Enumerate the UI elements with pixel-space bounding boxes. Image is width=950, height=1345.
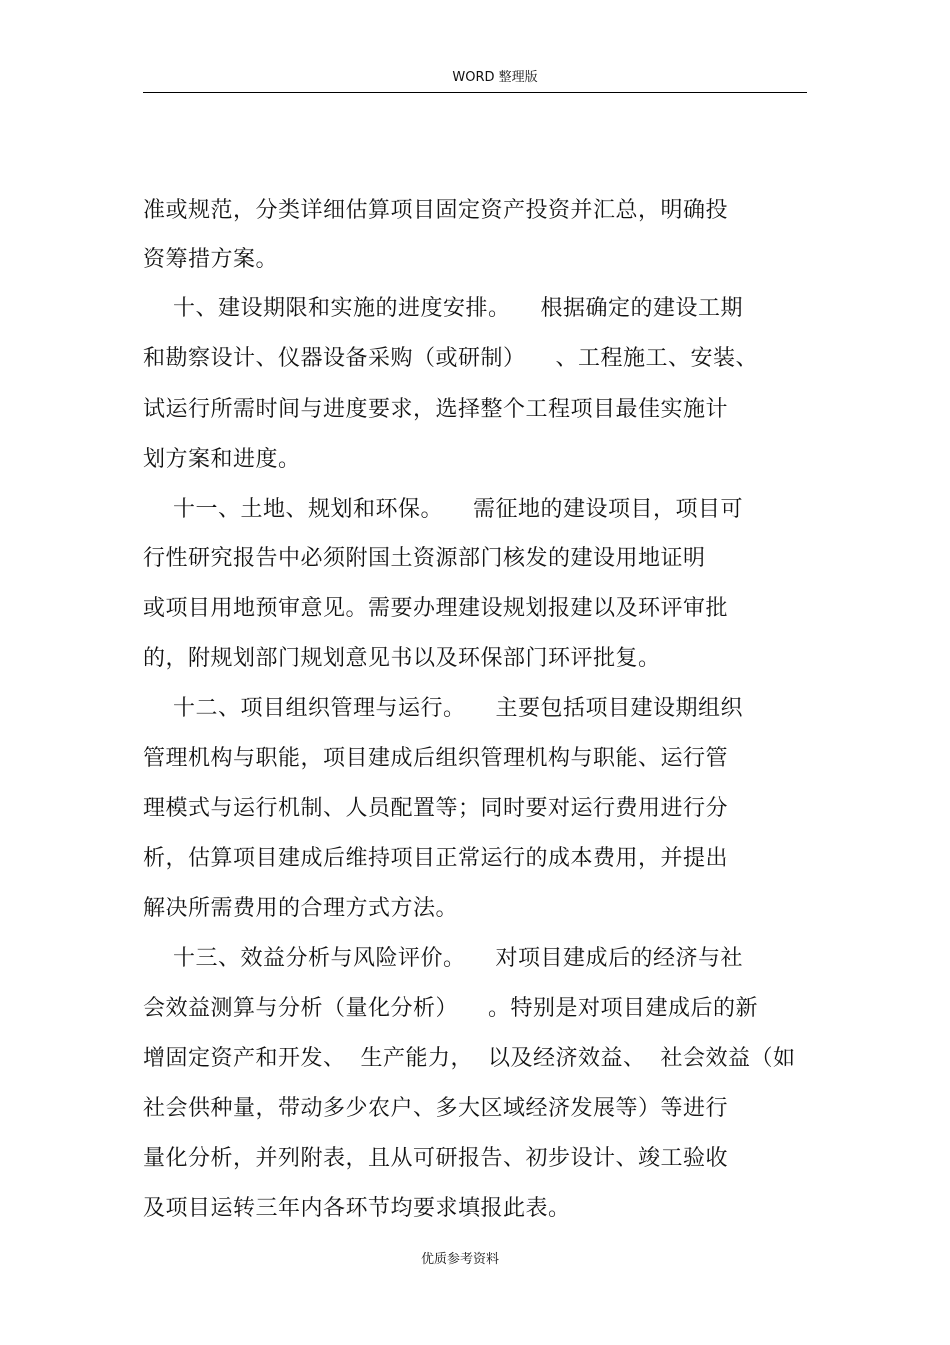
page-header: WORD 整理版: [452, 70, 538, 85]
body-line: 十二、项目组织管理与运行。 主要包括项目建设期组织: [143, 696, 743, 721]
body-line: 理模式与运行机制、人员配置等；同时要对运行费用进行分: [143, 796, 729, 821]
body-line: 或项目用地预审意见。需要办理建设规划报建以及环评审批: [143, 596, 729, 621]
body-line: 和勘察设计、仪器设备采购（或研制） 、工程施工、安装、: [143, 346, 758, 371]
body-line: 行性研究报告中必须附国土资源部门核发的建设用地证明: [143, 546, 706, 571]
body-line: 析，估算项目建成后维持项目正常运行的成本费用，并提出: [143, 846, 729, 871]
body-line: 增固定资产和开发、 生产能力， 以及经济效益、 社会效益（如: [143, 1046, 796, 1071]
body-line: 十三、效益分析与风险评价。 对项目建成后的经济与社: [143, 946, 743, 971]
body-line: 准或规范，分类详细估算项目固定资产投资并汇总，明确投: [143, 198, 729, 223]
body-line: 及项目运转三年内各环节均要求填报此表。: [143, 1196, 571, 1221]
header-divider: [143, 92, 807, 93]
body-line: 十一、土地、规划和环保。 需征地的建设项目，项目可: [143, 497, 743, 522]
body-line: 量化分析，并列附表，且从可研报告、初步设计、竣工验收: [143, 1146, 729, 1171]
body-line: 社会供种量，带动多少农户、多大区域经济发展等）等进行: [143, 1096, 729, 1121]
body-line: 十、建设期限和实施的进度安排。 根据确定的建设工期: [143, 296, 743, 321]
page-footer: 优质参考资料: [420, 1252, 499, 1267]
body-line: 试运行所需时间与进度要求，选择整个工程项目最佳实施计: [143, 397, 729, 422]
body-line: 管理机构与职能，项目建成后组织管理机构与职能、运行管: [143, 746, 729, 771]
body-line: 的，附规划部门规划意见书以及环保部门环评批复。: [143, 646, 661, 671]
body-line: 划方案和进度。: [143, 447, 301, 472]
body-line: 会效益测算与分析（量化分析） 。特别是对项目建成后的新: [143, 996, 758, 1021]
body-line: 资筹措方案。: [143, 247, 279, 272]
body-line: 解决所需费用的合理方式方法。: [143, 896, 459, 921]
